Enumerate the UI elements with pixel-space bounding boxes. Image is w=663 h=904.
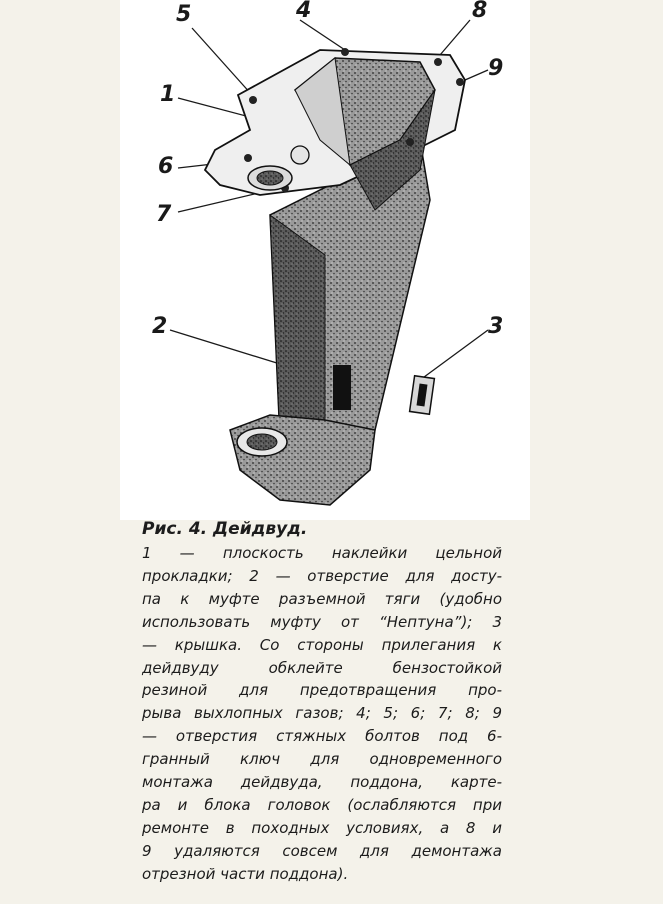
caption-line: гранный ключ для одновременного [142,750,502,769]
deadwood-drawing [120,0,530,520]
caption-line: 1 — плоскость наклейки цельной [142,544,502,562]
caption-line: па к муфте разъемной тяги (удобно [142,589,502,608]
access-hole [333,365,351,410]
caption-line: прокладки; 2 — отверстие для досту- [142,566,502,585]
callout-5: 5 [176,2,192,27]
figure-caption [142,519,502,886]
callout-2: 2 [152,314,168,339]
callout-6: 6 [158,154,174,179]
callout-1: 1 [160,82,176,107]
caption-line: монтажа дейдвуда, поддона, карте- [142,773,502,792]
caption-title: Рис. 4. Дейдвуд. [142,519,308,539]
caption-line: ра и блока головок (ослабляются при [142,795,502,814]
caption-line: дейдвуду обклейте бензостойкой [142,658,502,677]
callout-4: 4 [296,0,312,23]
caption-line: — отверстия стяжных болтов под 6- [142,727,502,746]
callout-9: 9 [488,56,504,81]
deadwood-illustration [120,0,530,520]
callout-3: 3 [488,314,504,339]
caption-line: ремонте в походных условиях, а 8 и [142,818,502,837]
caption-line: 9 удаляются совсем для демонтажа [142,841,502,860]
caption-line: — крышка. Со стороны прилегания к [142,635,502,654]
caption-line: использовать муфту от “Нептуна”); 3 [142,612,502,631]
caption-body [142,542,502,886]
caption-line: рыва выхлопных газов; 4; 5; 6; 7; 8; 9 [142,704,502,723]
caption-line: резиной для предотвращения про- [142,681,502,700]
callout-8: 8 [472,0,488,23]
caption-line: отрезной части поддона). [142,864,349,883]
callout-7: 7 [156,202,172,227]
